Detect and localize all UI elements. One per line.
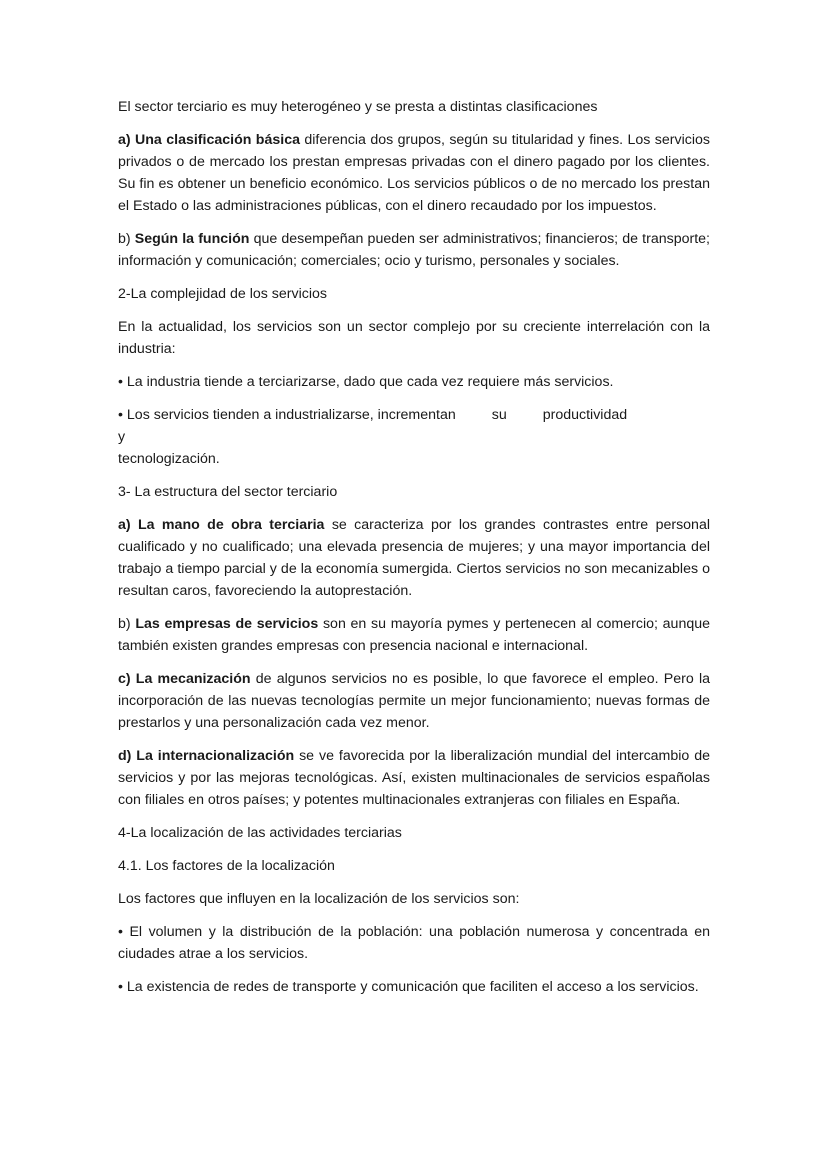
internationalization-text: se ve favorecida por la liberalización mundial del intercambio de servicios y por las mejoras tecnológicas. Así, existen multinacionales de servicios españolas con filiales en otros países; y potentes multinacionales extranjeras con filiales en España. [118, 748, 710, 808]
classification-basic-text: diferencia dos grupos, según su titularidad y fines. Los servicios privados o de mercado los prestan empresas privadas con el dinero pagado por los clientes. Su fin es obtener un beneficio económico. Los servicios públicos o de no mercado los prestan el Estado o las administraciones públicas, con el dinero recaudado por los impuestos. [118, 132, 710, 214]
mechanization-text: de algunos servicios no es posible, lo que favorece el empleo. Pero la incorporación de las nuevas tecnologías permite un mejor funcionamiento; nuevas formas de prestarlos y una personalización cada vez menor. [118, 671, 710, 731]
factors-paragraph: Los factores que influyen en la localización de los servicios son: [118, 891, 520, 907]
internationalization-paragraph [118, 745, 710, 811]
labour-paragraph [118, 514, 710, 602]
internationalization-label: d) La internacionalización [118, 748, 295, 764]
bullet-population: • El volumen y la distribución de la población: una población numerosa y concentrada en ciudades atrae a los servicios. [118, 924, 710, 962]
companies-prefix: b) [118, 616, 136, 632]
bullet-services-part5: tecnologización. [118, 451, 220, 467]
labour-text: se caracteriza por los grandes contrastes entre personal cualificado y no cualificado; una elevada presencia de mujeres; y una mayor importancia del trabajo a tiempo parcial y de la economía sumergida. Ciertos servicios no son mecanizables o resultan caros, favoreciendo la autoprestación. [118, 517, 710, 599]
mechanization-label: c) La mecanización [118, 671, 251, 687]
bullet-industry: • La industria tiende a terciarizarse, dado que cada vez requiere más servicios. [118, 374, 614, 390]
bullet-services-part2: su [491, 407, 507, 423]
labour-label: a) La mano de obra terciaria [118, 517, 325, 533]
classification-function-text: que desempeñan pueden ser administrativos; financieros; de transporte; información y comunicación; comerciales; ocio y turismo, personales y sociales. [118, 231, 710, 269]
complexity-paragraph: En la actualidad, los servicios son un sector complejo por su creciente interrelación con la industria: [118, 319, 710, 357]
classification-function-prefix: b) [118, 231, 135, 247]
classification-function-label: Según la función [134, 231, 250, 247]
bullet-services-part1: • Los servicios tienden a industrializarse, incrementan [118, 407, 456, 423]
section-4-heading: 4-La localización de las actividades terciarias [118, 825, 402, 841]
companies-paragraph [118, 613, 710, 657]
bullet-services [118, 404, 710, 470]
classification-basic-label: a) Una clasificación básica [118, 132, 300, 148]
section-3-heading: 3- La estructura del sector terciario [118, 484, 338, 500]
mechanization-paragraph [118, 668, 710, 734]
document-page [118, 96, 710, 1009]
section-4-1-heading: 4.1. Los factores de la localización [118, 858, 335, 874]
companies-text: son en su mayoría pymes y pertenecen al comercio; aunque también existen grandes empresas con presencia nacional e internacional. [118, 616, 710, 654]
bullet-transport: • La existencia de redes de transporte y comunicación que faciliten el acceso a los servicios. [118, 979, 699, 995]
bullet-services-part3: productividad [542, 407, 628, 423]
intro-paragraph: El sector terciario es muy heterogéneo y se presta a distintas clasificaciones [118, 99, 598, 115]
companies-label: Las empresas de servicios [135, 616, 319, 632]
section-2-heading: 2-La complejidad de los servicios [118, 286, 327, 302]
classification-basic-paragraph [118, 129, 710, 217]
classification-function-paragraph [118, 228, 710, 272]
bullet-services-part4: y [118, 429, 126, 445]
